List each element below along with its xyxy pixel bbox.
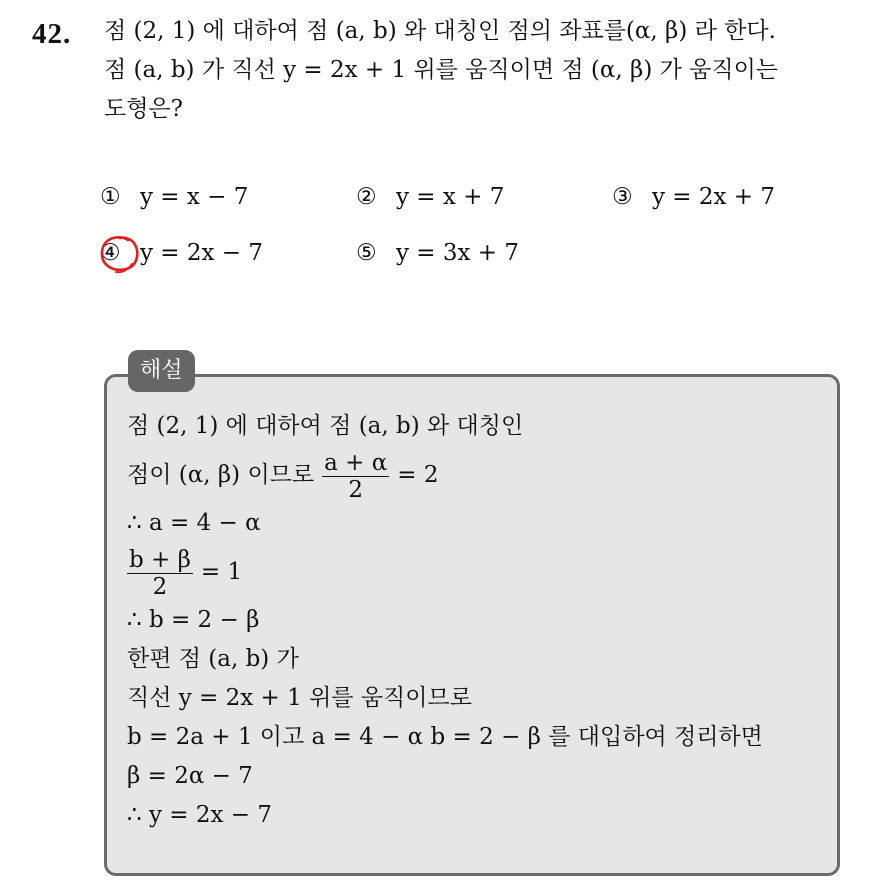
question-line-2: 점 (a, b) 가 직선 y = 2x + 1 위를 움직이면 점 (α, β) 가 움직이는 [104,57,779,83]
question-line-3: 도형은? [104,96,183,122]
choice-1-expr: y = x − 7 [140,184,249,210]
solution-line-10: ∴ y = 2x − 7 [127,802,272,828]
choice-4-marker: ④ [100,240,121,266]
choice-2[interactable] [356,178,504,216]
solution-line-7: 직선 y = 2x + 1 위를 움직이므로 [127,685,472,711]
solution-line-5: ∴ b = 2 − β [127,607,260,633]
choice-2-marker: ② [356,184,377,210]
fraction-b-beta [127,547,193,600]
choice-3[interactable] [612,178,775,216]
choice-4-expr: y = 2x − 7 [140,240,264,266]
choice-3-marker: ③ [612,184,633,210]
solution-line-9: β = 2α − 7 [127,763,253,789]
question-text [104,12,874,129]
solution-tab-label: 해설 [128,350,195,392]
solution-line-4 [127,543,827,601]
solution-box [104,374,840,876]
solution-line-4-suffix: = 1 [200,559,243,585]
answer-circle-mark [98,234,142,274]
solution-line-8: b = 2a + 1 이고 a = 4 − α b = 2 − β 를 대입하여 정리하면 [127,724,763,750]
choice-5-expr: y = 3x + 7 [396,240,520,266]
fraction-a-alpha-denominator: 2 [348,476,363,503]
question-number: 42. [32,18,72,50]
choice-5[interactable] [356,234,519,272]
solution-line-3: ∴ a = 4 − α [127,510,261,536]
choice-2-expr: y = x + 7 [396,184,505,210]
answer-choices [100,178,840,290]
fraction-b-beta-numerator: b + β [129,546,191,573]
solution-line-2-prefix: 점이 (α, β) 이므로 [127,462,315,488]
solution-line-2 [127,446,827,504]
choice-3-expr: y = 2x + 7 [652,184,776,210]
fraction-b-beta-denominator: 2 [152,573,168,600]
solution-line-1: 점 (2, 1) 에 대하여 점 (a, b) 와 대칭인 [127,413,524,439]
choice-1-marker: ① [100,184,121,210]
choice-5-marker: ⑤ [356,240,377,266]
solution-line-2-suffix: = 2 [397,462,439,488]
choice-row-1 [100,178,840,234]
question-line-1: 점 (2, 1) 에 대하여 점 (a, b) 와 대칭인 점의 좌표를(α, β) 라 한다. [104,18,776,44]
fraction-a-alpha-numerator: a + α [324,449,388,476]
solution-line-6: 한편 점 (a, b) 가 [127,646,299,672]
fraction-a-alpha [322,450,389,503]
choice-1[interactable] [100,178,248,216]
solution-body [127,407,827,835]
choice-4[interactable] [100,234,263,272]
choice-row-2 [100,234,840,290]
